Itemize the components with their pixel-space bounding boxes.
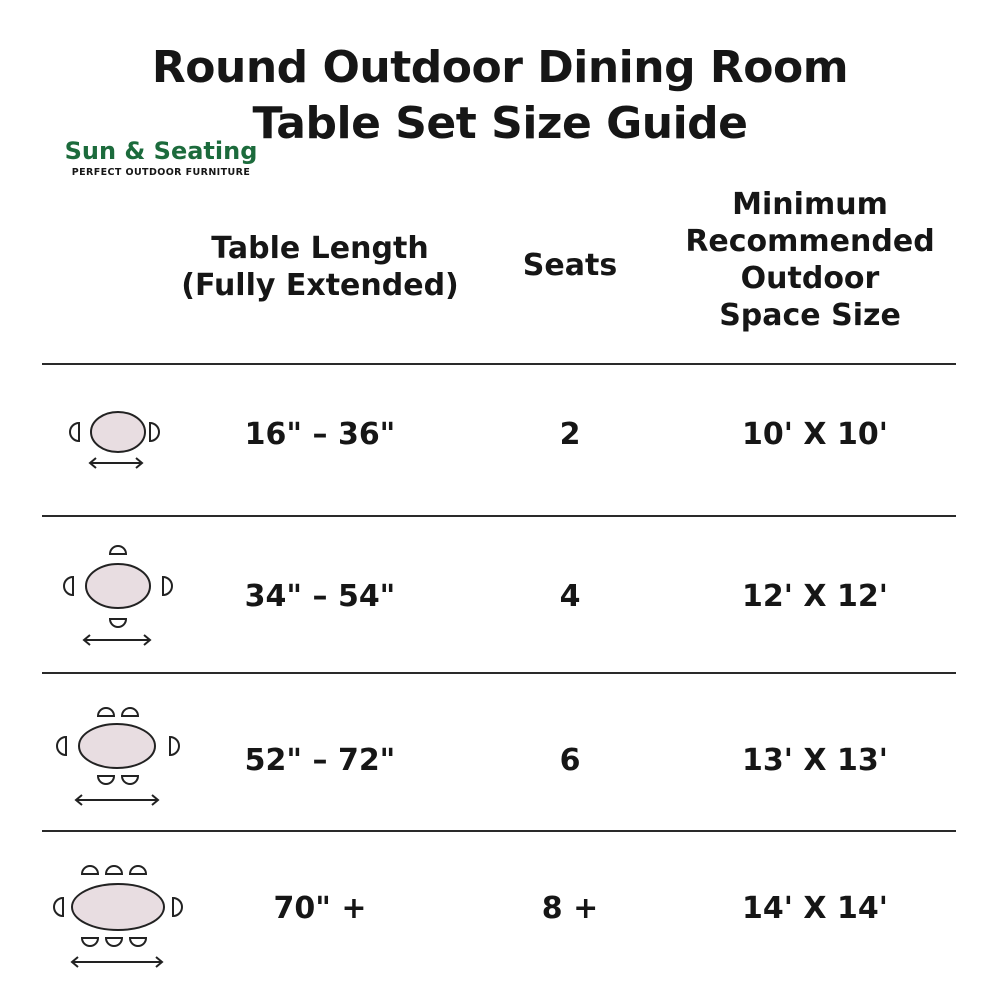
table-row — [0, 358, 1000, 510]
cell-space: 14' X 14' — [742, 890, 888, 926]
header-table-length — [160, 230, 480, 304]
cell-seats: 6 — [559, 742, 581, 778]
cell-space: 10' X 10' — [742, 416, 888, 452]
table-row — [0, 520, 1000, 672]
header-space-line: Space Size — [719, 298, 901, 333]
brand-logo — [56, 136, 266, 180]
header-space-size — [660, 186, 960, 334]
table-divider — [42, 672, 956, 674]
brand-name: Sun & Seating — [64, 137, 258, 165]
header-length-line: Table Length — [211, 231, 429, 266]
table-divider — [42, 515, 956, 517]
header-seats-line: Seats — [522, 248, 618, 283]
title-line-2: Table Set Size Guide — [252, 98, 748, 149]
header-space-line: Recommended — [685, 224, 935, 259]
header-length-line: (Fully Extended) — [181, 268, 459, 303]
brand-tagline: PERFECT OUTDOOR FURNITURE — [71, 167, 251, 178]
cell-space: 13' X 13' — [742, 742, 888, 778]
title-line-1: Round Outdoor Dining Room — [151, 42, 849, 93]
cell-length: 52" – 72" — [244, 742, 396, 778]
cell-space: 12' X 12' — [742, 578, 888, 614]
cell-length: 16" – 36" — [244, 416, 396, 452]
cell-seats: 8 + — [541, 890, 599, 926]
cell-length: 70" + — [273, 890, 367, 926]
header-space-line: Minimum — [732, 187, 888, 222]
cell-length: 34" – 54" — [244, 578, 396, 614]
header-space-line: Outdoor — [740, 261, 880, 296]
cell-seats: 4 — [559, 578, 581, 614]
header-seats — [500, 247, 640, 284]
cell-seats: 2 — [559, 416, 581, 452]
table-row — [0, 684, 1000, 836]
table-row — [0, 832, 1000, 984]
